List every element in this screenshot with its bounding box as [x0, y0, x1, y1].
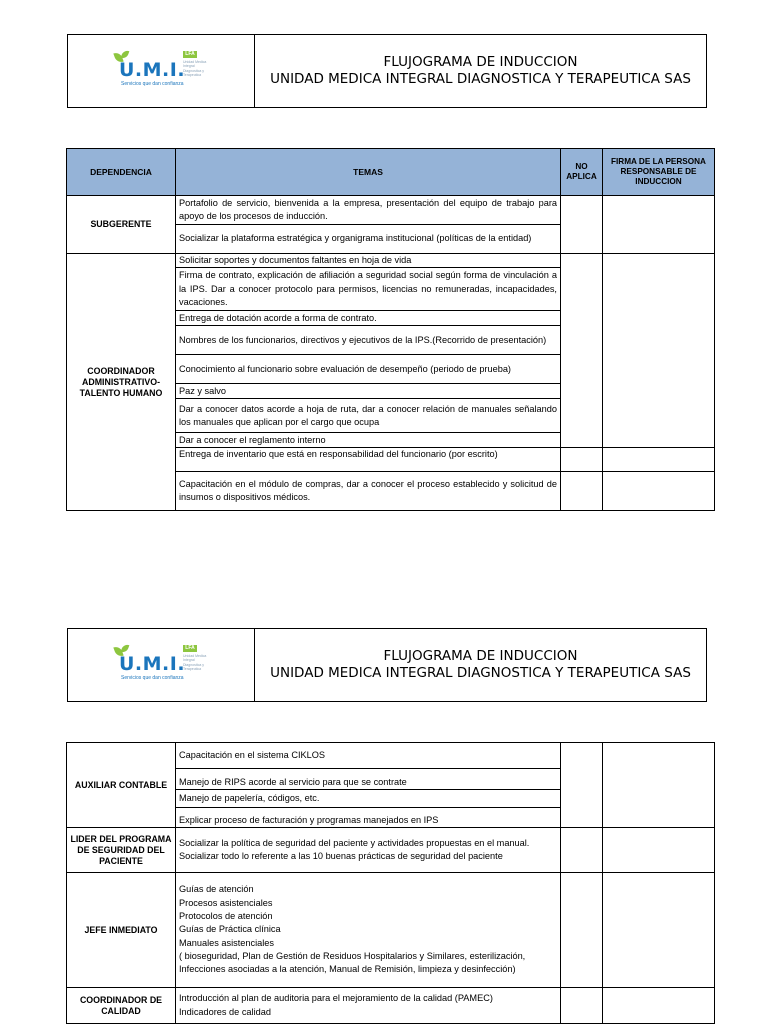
logo-brand: U.M.I.: [119, 653, 186, 675]
topic-cell: Paz y salvo: [176, 384, 561, 399]
topic-line: Procesos asistenciales: [179, 897, 273, 908]
logo-badge: LFA: [183, 51, 197, 58]
topic-line: Protocolos de atención: [179, 911, 273, 922]
title-cell: [255, 629, 706, 701]
topic-cell: [176, 988, 561, 1024]
logo-subtext: Unidad Medica Integral Diagnostica y Terapeutica: [183, 654, 207, 672]
topic-cell: Firma de contrato, explicación de afiliación a seguridad social según forma de vinculación a la IPS. Dar a conocer protocolo para permisos, licencias no remuneradas, incapacidades, vacaciones.: [176, 268, 561, 311]
no-aplica-cell[interactable]: [561, 828, 603, 873]
signature-cell[interactable]: [603, 196, 715, 254]
document-subtitle: UNIDAD MEDICA INTEGRAL DIAGNOSTICA Y TERAPEUTICA SAS: [270, 71, 691, 87]
logo-subtext: Unidad Medica Integral Diagnostica y Terapeutica: [183, 60, 207, 78]
topic-cell: Conocimiento al funcionario sobre evaluación de desempeño (periodo de prueba): [176, 355, 561, 384]
topic-cell: Nombres de los funcionarios, directivos y ejecutivos de la IPS.(Recorrido de presentación): [176, 326, 561, 355]
induction-table-1: [66, 148, 715, 511]
topic-line: Introducción al plan de auditoria para el mejoramiento de la calidad (PAMEC): [179, 993, 493, 1004]
topic-cell: Dar a conocer datos acorde a hoja de ruta, dar a conocer relación de manuales señalando los manuales que aplican por el cargo que ocupa: [176, 399, 561, 433]
document-header: [67, 628, 707, 702]
topic-line: Socializar la política de seguridad del paciente y actividades propuestas en el manual.: [179, 837, 530, 848]
topic-cell: Socializar la plataforma estratégica y organigrama institucional (políticas de la entidad): [176, 225, 561, 254]
no-aplica-cell[interactable]: [561, 743, 603, 828]
signature-cell[interactable]: [603, 873, 715, 988]
topic-cell: Solicitar soportes y documentos faltantes en hoja de vida: [176, 254, 561, 268]
document-title: FLUJOGRAMA DE INDUCCION: [383, 54, 578, 70]
dependency-auxiliar-contable: AUXILIAR CONTABLE: [67, 743, 176, 828]
no-aplica-cell[interactable]: [561, 472, 603, 511]
topic-cell: Capacitación en el módulo de compras, dar a conocer el proceso establecido y solicitud de insumos o dispositivos médicos.: [176, 472, 561, 511]
topic-cell: Manejo de papelería, códigos, etc.: [176, 790, 561, 808]
signature-cell[interactable]: [603, 448, 715, 472]
topic-line: Guías de atención: [179, 884, 254, 895]
signature-cell[interactable]: [603, 472, 715, 511]
dependency-coordinador-calidad: COORDINADOR DE CALIDAD: [67, 988, 176, 1024]
col-header-no-aplica: NO APLICA: [561, 149, 603, 196]
topic-cell: Entrega de inventario que está en responsabilidad del funcionario (por escrito): [176, 448, 561, 472]
topic-cell: [176, 828, 561, 873]
topic-line: Socializar todo lo referente a las 10 buenas prácticas de seguridad del paciente: [179, 851, 503, 861]
dependency-subgerente: SUBGERENTE: [67, 196, 176, 254]
no-aplica-cell[interactable]: [561, 196, 603, 254]
title-cell: [255, 35, 706, 107]
signature-cell[interactable]: [603, 254, 715, 448]
dependency-jefe-inmediato: JEFE INMEDIATO: [67, 873, 176, 988]
topic-cell: Portafolio de servicio, bienvenida a la empresa, presentación del equipo de trabajo para apoyo de los procesos de inducción.: [176, 196, 561, 225]
no-aplica-cell[interactable]: [561, 254, 603, 448]
induction-table-2: [66, 742, 715, 1024]
no-aplica-cell[interactable]: [561, 873, 603, 988]
logo-badge: LFA: [183, 645, 197, 652]
no-aplica-cell[interactable]: [561, 448, 603, 472]
document-header: [67, 34, 707, 108]
topic-line: ( bioseguridad, Plan de Gestión de Residuos Hospitalarios y Similares, esterilización, Infecciones asociadas a la atención, Manual de Remisión, limpieza y desinfección): [179, 950, 526, 975]
logo-brand: U.M.I.: [119, 59, 186, 81]
umi-logo: [113, 50, 209, 92]
no-aplica-cell[interactable]: [561, 988, 603, 1024]
signature-cell[interactable]: [603, 743, 715, 828]
logo-tagline: Servicios que dan confianza: [121, 81, 184, 87]
topic-cell: Capacitación en el sistema CIKLOS: [176, 743, 561, 769]
col-header-dependencia: DEPENDENCIA: [67, 149, 176, 196]
topic-cell: Explicar proceso de facturación y programas manejados en IPS: [176, 808, 561, 828]
col-header-temas: TEMAS: [176, 149, 561, 196]
col-header-firma: FIRMA DE LA PERSONA RESPONSABLE DE INDUCCION: [603, 149, 715, 196]
logo-cell: [68, 629, 255, 701]
logo-tagline: Servicios que dan confianza: [121, 675, 184, 681]
dependency-coordinador-administrativo: COORDINADOR ADMINISTRATIVO-TALENTO HUMANO: [67, 254, 176, 511]
logo-cell: [68, 35, 255, 107]
signature-cell[interactable]: [603, 988, 715, 1024]
document-title: FLUJOGRAMA DE INDUCCION: [383, 648, 578, 664]
umi-logo: [113, 644, 209, 686]
topic-cell: Dar a conocer el reglamento interno: [176, 433, 561, 448]
topic-cell: [176, 873, 561, 988]
topic-cell: Entrega de dotación acorde a forma de contrato.: [176, 311, 561, 326]
topic-line: Indicadores de calidad: [179, 1006, 271, 1017]
topic-line: Manuales asistenciales: [179, 937, 274, 948]
dependency-lider-seguridad-paciente: LIDER DEL PROGRAMA DE SEGURIDAD DEL PACIENTE: [67, 828, 176, 873]
signature-cell[interactable]: [603, 828, 715, 873]
document-subtitle: UNIDAD MEDICA INTEGRAL DIAGNOSTICA Y TERAPEUTICA SAS: [270, 665, 691, 681]
topic-line: Guías de Práctica clínica: [179, 924, 281, 935]
topic-cell: Manejo de RIPS acorde al servicio para que se contrate: [176, 769, 561, 790]
